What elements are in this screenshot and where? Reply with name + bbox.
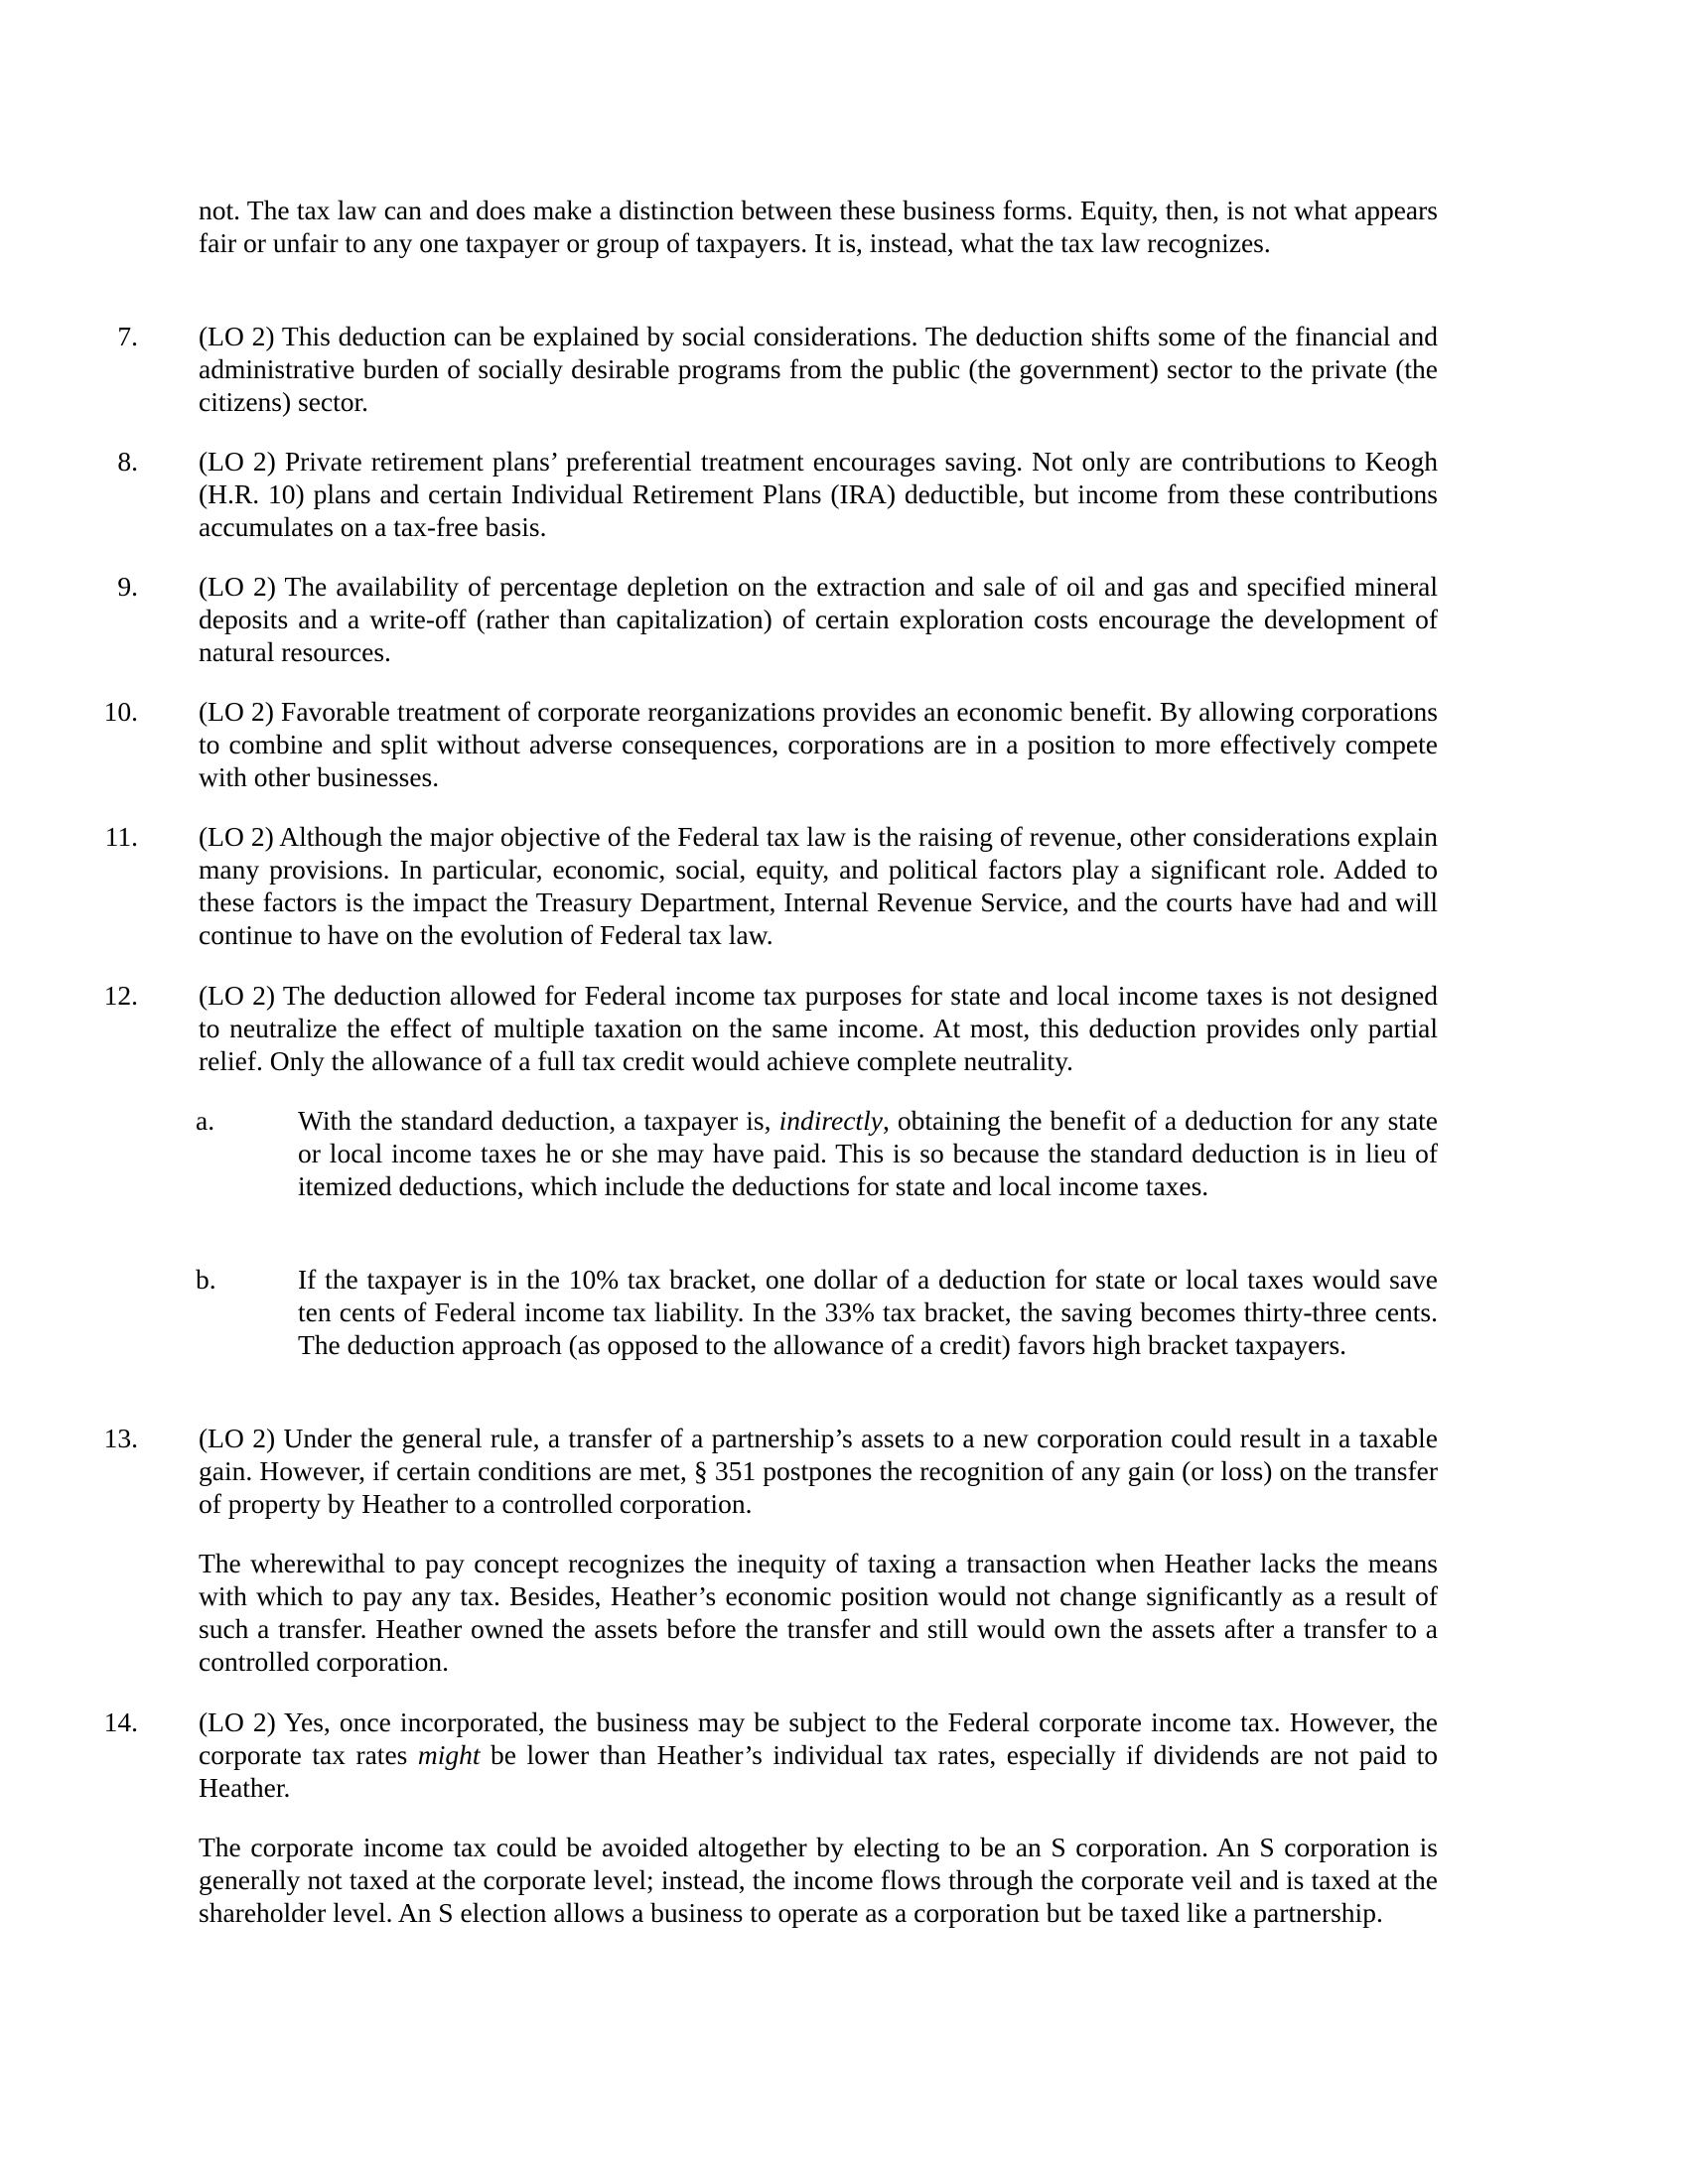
list-item-14 [94,1706,1438,1804]
list-item-11 [94,820,1438,951]
item-number: 10. [103,696,138,727]
item-text: (LO 2) The availability of percentage depletion on the extraction and sale of oil and gas and specified mineral deposits and a write-off (rather than capitalization) of certain exploration costs encourage the development of natural resources. [199,571,1438,667]
sub-item-letter: a. [196,1105,215,1136]
sub-item-text: If the taxpayer is in the 10% tax bracket, one dollar of a deduction for state or local taxes would save ten cents of Federal income tax liability. In the 33% tax bracket, the saving becomes thirty-three cents. The deduction approach (as opposed to the allowance of a credit) favors high bracket taxpayers. [298,1264,1438,1360]
list-item-9 [94,570,1438,668]
list-item-13 [94,1422,1438,1520]
item-number: 8. [117,446,138,477]
sub-item-letter: b. [196,1264,216,1295]
list-item-7 [94,320,1438,418]
emphasis: indirectly [778,1105,883,1136]
item-text: (LO 2) Under the general rule, a transfer of a partnership’s assets to a new corporation could result in a taxable gain. However, if certain conditions are met, § 351 postpones the recognition of any gain (or loss) on the transfer of property by Heather to a controlled corporation. [199,1423,1438,1519]
item-14-followup-paragraph: The corporate income tax could be avoided altogether by electing to be an S corporation. An S corporation is generally not taxed at the corporate level; instead, the income flows through the corporate veil and is taxed at the shareholder level. An S election allows a business to operate as a corporation but be taxed like a partnership. [199,1832,1438,1928]
sub-item-b [196,1263,1438,1361]
list-item-12 [94,979,1438,1077]
item-number: 14. [103,1706,138,1737]
list-item-10 [94,695,1438,793]
item-text: (LO 2) Private retirement plans’ preferential treatment encourages saving. Not only are contributions to Keogh (H.R. 10) plans and certain Individual Retirement Plans (IRA) deductible, but income from these contributions accumulates on a tax-free basis. [199,446,1438,542]
item-number: 13. [103,1423,138,1453]
emphasis: might [417,1739,481,1770]
item-number: 11. [104,821,138,852]
item-text: (LO 2) Yes, once incorporated, the business may be subject to the Federal corporate income tax. However, the corporate tax rates might be lower than Heather’s individual tax rates, especially if dividends are not paid to Heather. [199,1706,1438,1803]
item-text: (LO 2) The deduction allowed for Federal income tax purposes for state and local income taxes is not designed to neutralize the effect of multiple taxation on the same income. At most, this deduction provides only partial relief. Only the allowance of a full tax credit would achieve complete neutrality. [199,980,1438,1076]
item-number: 7. [117,321,138,351]
item-text: (LO 2) This deduction can be explained by social considerations. The deduction shifts some of the financial and administrative burden of socially desirable programs from the public (the government) sector to the private (the citizens) sector. [199,321,1438,417]
list-item-8 [94,445,1438,543]
item-13-followup-paragraph: The wherewithal to pay concept recognizes the inequity of taxing a transaction when Heather lacks the means with which to pay any tax. Besides, Heather’s economic position would not change significantly as a result of such a transfer. Heather owned the assets before the transfer and still would own the assets after a transfer to a controlled corporation. [199,1548,1438,1677]
item-number: 9. [117,571,138,602]
sub-item-text: With the standard deduction, a taxpayer is, indirectly, obtaining the benefit of a deduction for any state or local income taxes he or she may have paid. This is so because the standard deduction is in lieu of itemized deductions, which include the deductions for state and local income taxes. [298,1105,1438,1201]
item-number: 12. [103,980,138,1011]
item-text: (LO 2) Favorable treatment of corporate reorganizations provides an economic benefit. By allowing corporations to combine and split without adverse consequences, corporations are in a position to more effectively compete with other businesses. [199,696,1438,792]
item-text: (LO 2) Although the major objective of the Federal tax law is the raising of revenue, other considerations explain many provisions. In particular, economic, social, equity, and political factors play a significant role. Added to these factors is the impact the Treasury Department, Internal Revenue Service, and the courts have had and will continue to have on the evolution of Federal tax law. [199,821,1438,950]
intro-paragraph: not. The tax law can and does make a distinction between these business forms. Equity, then, is not what appears fair or unfair to any one taxpayer or group of taxpayers. It is, instead, what the tax law recognizes. [199,195,1438,258]
sub-item-a [196,1104,1438,1202]
